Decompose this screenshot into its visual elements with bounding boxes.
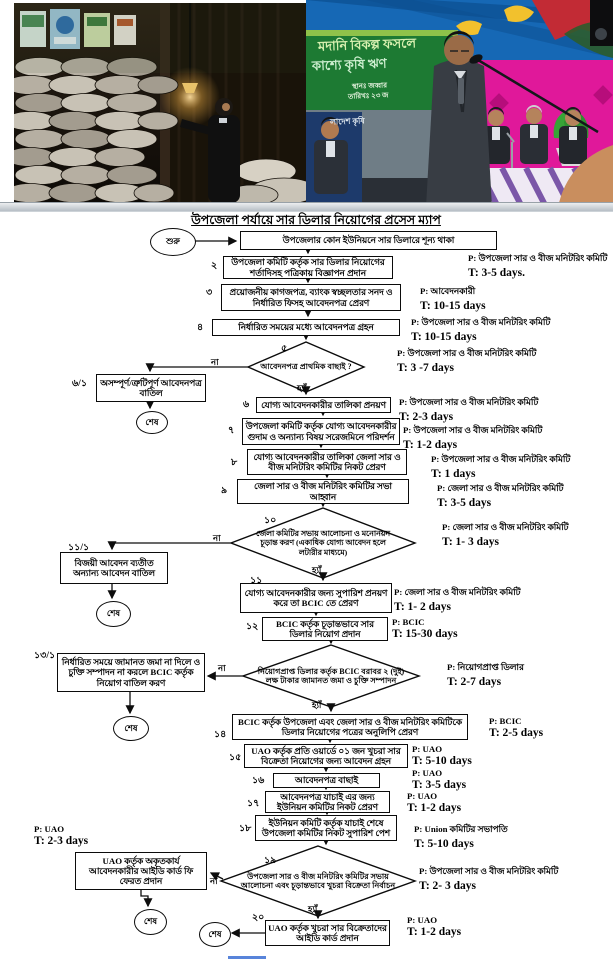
step-4-number: ৪ xyxy=(197,323,204,333)
step-3-box: প্রয়োজনীয় কাগজপত্র, ব্যাংক স্বচ্ছলতার সনদ ও নির্ধারিত ফিসহ আবেদনপত্র প্রেরণ xyxy=(221,284,401,311)
step-8-box: যোগ্য আবেদনকারীর তালিকা জেলা সার ও বীজ মনিটরিং কমিটির নিকট প্রেরণ xyxy=(247,449,407,475)
time-label: T: 2- 3 days xyxy=(419,880,476,892)
flowchart-title: উপজেলা পর্যায়ে সার ডিলার নিয়োগের প্রসেস ম্যাপ xyxy=(191,213,441,227)
step-2-number: ২ xyxy=(211,261,218,271)
bottom-blue-mark xyxy=(228,956,266,959)
performer-label: P: উপজেলা সার ও বীজ মনিটরিং কমিটি xyxy=(411,317,551,327)
pt-annotation-step11 xyxy=(394,585,520,613)
time-label: T: 5-10 days xyxy=(412,755,472,767)
end-terminator-1: শেষ xyxy=(136,411,168,434)
performer-label: P: BCIC xyxy=(489,716,522,726)
time-label: T: 10-15 days xyxy=(411,331,477,343)
step-9-number: ৯ xyxy=(221,486,228,496)
start-terminator: শুরু xyxy=(150,228,196,256)
time-label: T: 1-2 days xyxy=(407,926,462,938)
step-6-1-box: অসম্পূর্ণ/ত্রুটিপূর্ণ আবেদনপত্র বাতিল xyxy=(96,374,206,402)
pt-annotation-step3 xyxy=(420,284,486,312)
pt-annotation-step14 xyxy=(489,716,543,739)
pt-annotation-step4 xyxy=(411,315,550,343)
step-6-box: যোগ্য আবেদনকারীর তালিকা প্রনয়ণ xyxy=(256,397,391,413)
step-1-box: উপজেলার কোন ইউনিয়নে সার ডিলারে শূন্য থাকা xyxy=(240,231,497,250)
banner-text-line2: কাশ্যে কৃষি ঋণ xyxy=(311,55,387,74)
label-no-13: না xyxy=(218,663,226,673)
time-label: T: 1-2 days xyxy=(403,439,458,451)
performer-label: P: নিয়োগপ্রাপ্ত ডিলার xyxy=(447,662,524,672)
banner-text-line1: মদানি বিকল্প ফসলে xyxy=(317,35,417,54)
step-9-box: জেলা সার ও বীজ মনিটরিং কমিটির সভা আহ্বান xyxy=(237,479,409,504)
end-terminator-2: শেষ xyxy=(96,601,131,627)
banner-text-line4: তারিখঃ ২৩ জ xyxy=(347,91,389,101)
label-yes-5: হ্যাঁ xyxy=(297,383,307,393)
time-label: T: 3-5 days. xyxy=(468,267,525,279)
pt-annotation-step8 xyxy=(431,452,570,480)
performer-label: P: উপজেলা সার ও বীজ মনিটরিং কমিটি xyxy=(399,397,539,407)
label-no-5: না xyxy=(211,357,219,367)
step-7-number: ৭ xyxy=(228,426,235,436)
performer-label: P: জেলা সার ও বীজ মনিটরিং কমিটি xyxy=(442,522,569,532)
step-20-number: ২০ xyxy=(252,913,265,923)
step-18-number: ১৮ xyxy=(239,824,252,834)
pt-annotation-step5 xyxy=(397,346,536,374)
time-label: T: 2-3 days xyxy=(34,835,89,847)
performer-label: P: UAO xyxy=(412,744,443,754)
performer-label: P: উপজেলা সার ও বীজ মনিটরিং কমিটি xyxy=(403,425,543,435)
pt-annotation-step20 xyxy=(407,915,461,938)
step-12-number: ১২ xyxy=(246,622,259,632)
time-label: T: 1- 3 days xyxy=(442,536,499,548)
time-label: T: 5-10 days xyxy=(414,838,474,850)
banner-text-line3: স্থানঃ জব্বার xyxy=(351,81,388,91)
step-15-number: ১৫ xyxy=(229,753,242,763)
end-terminator-5: শেষ xyxy=(199,922,231,947)
step-6-number: ৬ xyxy=(243,400,250,410)
step-11-1-number: ১১/১ xyxy=(68,543,90,553)
decision-10-text: জেলা কমিটির সভায় আলোচনা ও মনোনয়ন চূড়ান্ত করণ (একাধিক যোগ্য আবেদন হলে লটারীর মাধ্যমে) xyxy=(256,529,390,557)
performer-label: P: আবেদনকারী xyxy=(420,286,476,296)
step-7-box: উপজেলা কমিটি কর্তৃক যোগ্য আবেদনকারীর গুদাম ও অন্যান্য বিষয় সরেজমিনে পরিদর্শন xyxy=(242,418,400,445)
step-3-number: ৩ xyxy=(206,288,213,298)
performer-label: P: UAO xyxy=(407,791,438,801)
decision-5-text: আবেদনপত্র প্রাথমিক বাছাই ? xyxy=(260,362,352,372)
time-label: T: 3-5 days xyxy=(412,779,467,791)
step-20-box: UAO কর্তৃক খুচরা সার বিক্রেতাদের আইডি কার্ড প্রদান xyxy=(265,920,390,946)
pt-annotation-step15 xyxy=(412,744,472,767)
decision-19-text: উপজেলা সার ও বীজ মনিটরিং কমিটির সভায় আলোচনা এবং চূড়ান্তভাবে খুচরা বিক্রেতা নির্বাচন xyxy=(240,871,396,890)
label-yes-19: হ্যাঁ xyxy=(308,904,318,914)
pt-annotation-step7 xyxy=(403,423,542,451)
step-19-1-box: UAO কর্তৃক অকৃতকার্য আবেদনকারীর আইডি কার্ড ফি ফেরত প্রদান xyxy=(75,852,207,890)
step-13-1-box: নির্ধারিত সময়ে জামানত জমা না দিলে ও চুক্তি সম্পাদন না করলে BCIC কর্তৃক নিয়োগ বাতিল করণ xyxy=(57,653,205,692)
step-12-box: BCIC কর্তৃক চূড়ান্তভাবে সার ডিলার নিয়োগ প্রদান xyxy=(262,617,388,641)
end-terminator-4: শেষ xyxy=(134,909,167,935)
performer-label: P: Union কমিটির সভাপতি xyxy=(414,824,508,834)
step-16-box: আবেদনপত্র বাছাই xyxy=(273,773,380,788)
pt-annotation-step10 xyxy=(442,520,568,548)
time-label: T: 3 -7 days xyxy=(397,362,454,374)
time-label: T: 2-7 days xyxy=(447,676,502,688)
step-4-box: নির্ধারিত সময়ের মধ্যে আবেদনপত্র গ্রহন xyxy=(212,319,400,336)
time-label: T: 3-5 days xyxy=(437,497,492,509)
performer-label: P: উপজেলা সার ও বীজ মনিটরিং কমিটি xyxy=(419,866,559,876)
step-5-number: ৫ xyxy=(281,344,288,354)
performer-label: P: BCIC xyxy=(392,617,425,627)
time-label: T: 15-30 days xyxy=(392,628,458,640)
pt-annotation-step19 xyxy=(419,864,558,892)
step-16-number: ১৬ xyxy=(252,776,265,786)
step-2-box: উপজেলা কমিটি কর্তৃক সার ডিলার নিয়োগের শর্তাদিসহ পত্রিকায় বিজ্ঞাপন প্রদান xyxy=(223,256,393,279)
performer-label: P: UAO xyxy=(407,915,438,925)
step-17-number: ১৭ xyxy=(247,799,260,809)
time-label: T: 1-2 days xyxy=(407,802,462,814)
step-11-1-box: বিজয়ী আবেদন ব্যতীত অন্যান্য আবেদন বাতিল xyxy=(60,552,168,584)
step-11-number: ১১ xyxy=(250,576,263,586)
pt-annotation-step18 xyxy=(414,822,508,850)
step-14-number: ১৪ xyxy=(214,730,227,740)
end-terminator-3: শেষ xyxy=(113,716,149,741)
pt-annotation-step19-1 xyxy=(34,824,88,847)
performer-label: P: জেলা সার ও বীজ মনিটরিং কমিটি xyxy=(394,587,521,597)
pt-annotation-step13 xyxy=(447,660,524,688)
step-19-number: ১৯ xyxy=(264,856,277,866)
performer-label: P: উপজেলা সার ও বীজ মনিটরিং কমিটি xyxy=(468,253,608,263)
time-label: T: 1- 2 days xyxy=(394,601,451,613)
step-8-number: ৮ xyxy=(231,458,238,468)
step-13-1-number: ১৩/১ xyxy=(34,651,56,661)
time-label: T: 1 days xyxy=(431,468,476,480)
step-11-box: যোগ্য আবেদনকারীর জন্য সুপারিশ প্রনয়ণ করে তা BCIC তে প্রেরণ xyxy=(240,583,392,613)
step-15-box: UAO কর্তৃক প্রতি ওয়ার্ডে ০১ জন খুচরা সার বিক্রেতা নিয়োগের জন্য আবেদন গ্রহন xyxy=(244,744,408,768)
pt-annotation-step17 xyxy=(407,791,461,814)
performer-label: P: উপজেলা সার ও বীজ মনিটরিং কমিটি xyxy=(397,348,537,358)
pt-annotation-step6 xyxy=(399,395,538,423)
performer-label: P: UAO xyxy=(34,824,65,834)
label-no-10: না xyxy=(213,533,221,543)
performer-label: P: জেলা সার ও বীজ মনিটরিং কমিটি xyxy=(437,483,564,493)
step-14-box: BCIC কর্তৃক উপজেলা এবং জেলা সার ও বীজ মনিটরিং কমিটিকে ডিলার নিয়োগের পত্রের অনুলিপি প্রেরণ xyxy=(232,714,468,740)
pt-annotation-step12 xyxy=(392,617,458,640)
performer-label: P: উপজেলা সার ও বীজ মনিটরিং কমিটি xyxy=(431,454,571,464)
performer-label: P: UAO xyxy=(412,768,443,778)
label-no-19: না xyxy=(210,876,218,886)
pt-annotation-step16 xyxy=(412,768,466,791)
banner-text-line5: লাদেশ কৃষি xyxy=(329,116,365,127)
time-label: T: 2-3 days xyxy=(399,411,454,423)
label-yes-10: হ্যাঁ xyxy=(312,565,322,575)
step-10-number: ১০ xyxy=(264,516,277,526)
step-17-box: আবেদনপত্র যাচাই এর জন্য ইউনিয়ন কমিটির নিকট প্রেরণ xyxy=(265,791,390,813)
pt-annotation-step9 xyxy=(437,481,563,509)
step-6-1-number: ৬/১ xyxy=(72,379,87,389)
step-18-box: ইউনিয়ন কমিটি কর্তৃক যাচাই শেষে উপজেলা কমিটির নিকট সুপারিশ পেশ xyxy=(255,815,397,841)
decision-13-text: নিয়োগপ্রাপ্ত ডিলার কর্তৃক BCIC বরাবর ২ (দুই) লক্ষ টাকার জামানত জমা ও চুক্তি সম্পাদন xyxy=(257,666,405,685)
pt-annotation-step2 xyxy=(468,251,607,279)
time-label: T: 2-5 days xyxy=(489,727,544,739)
time-label: T: 10-15 days xyxy=(420,300,486,312)
label-yes-13: হ্যাঁ xyxy=(312,700,322,710)
